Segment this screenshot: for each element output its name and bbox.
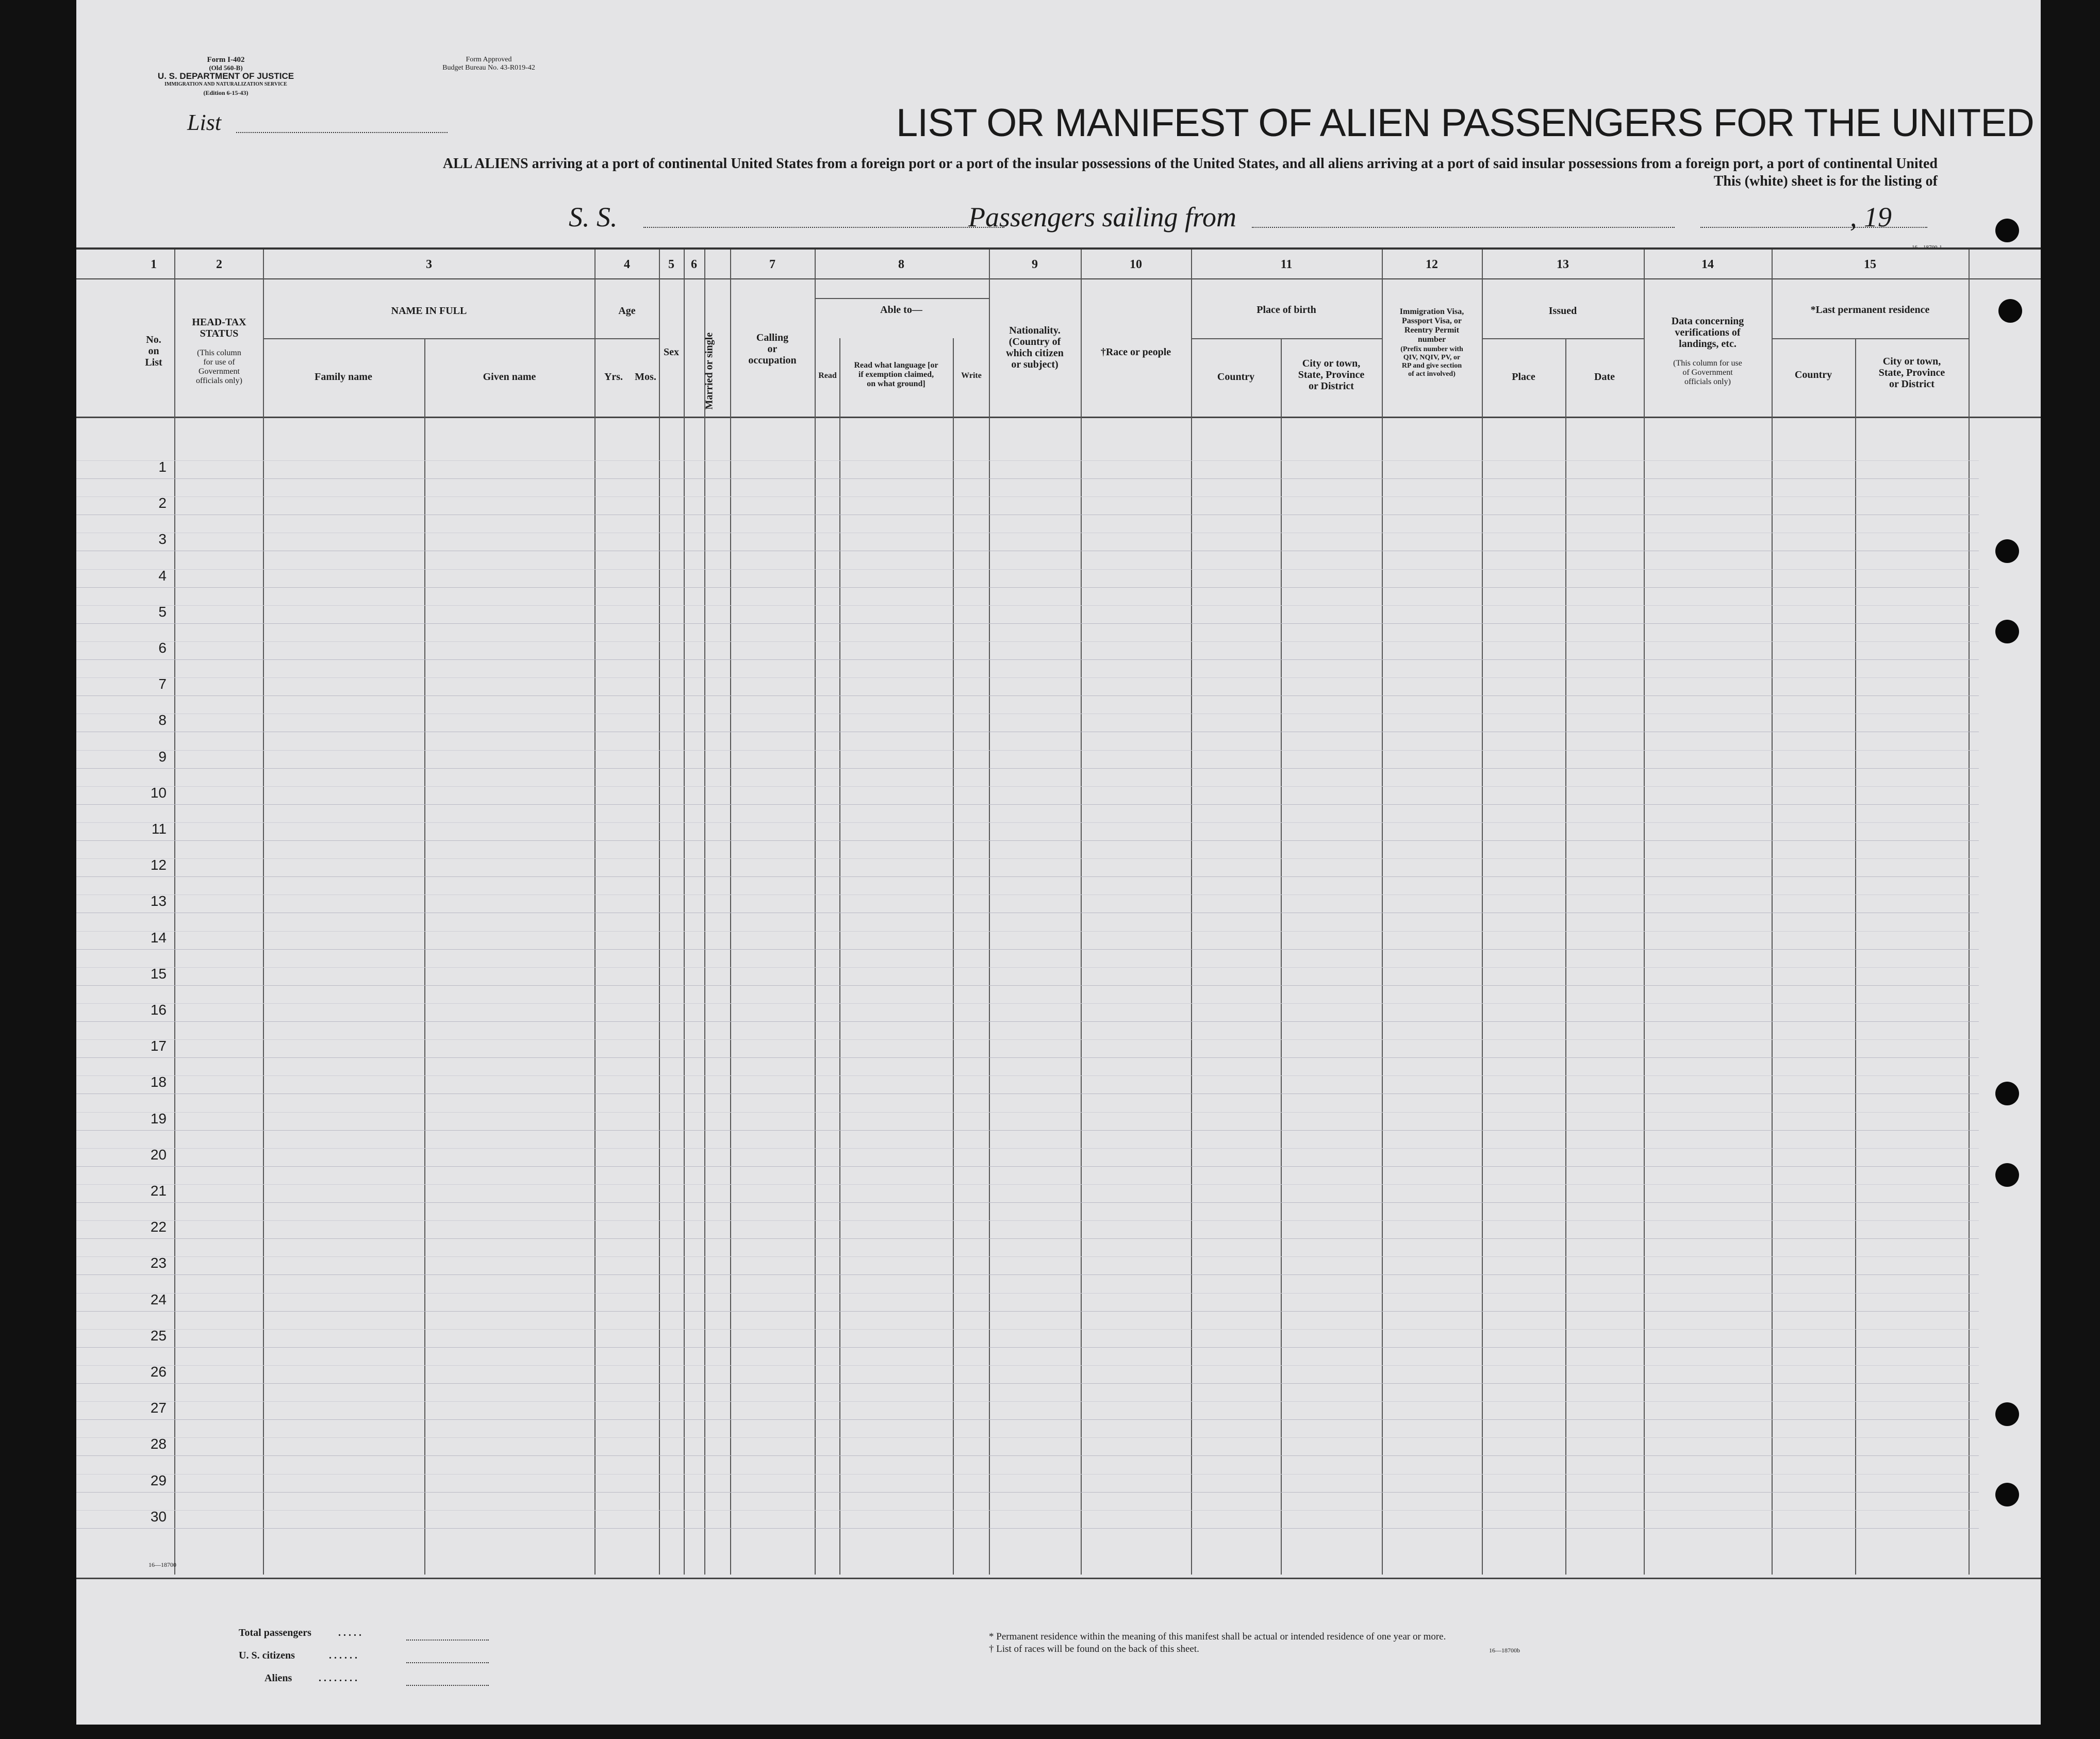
header-read-what: Read what language [or if exemption claimed, on what ground] — [854, 361, 938, 388]
table-row[interactable] — [76, 1130, 1979, 1131]
header-calling: Calling or occupation — [748, 332, 797, 366]
print-code-top: 16—18700-1 — [1912, 244, 1942, 251]
table-row[interactable] — [76, 876, 1979, 877]
col-line-2 — [263, 250, 264, 1575]
header-top-rule — [76, 247, 2041, 250]
row-guide-line — [76, 1148, 1979, 1149]
table-row[interactable] — [76, 985, 1979, 986]
row-number: 8 — [158, 712, 167, 728]
row-number: 12 — [150, 857, 167, 873]
row-number: 1 — [158, 459, 167, 475]
service: IMMIGRATION AND NATURALIZATION SERVICE — [164, 81, 287, 87]
row-guide-line — [76, 1437, 1979, 1438]
row-guide-line — [76, 967, 1979, 968]
colnum-12: 12 — [1426, 258, 1438, 271]
header-issued-place: Place — [1512, 371, 1535, 383]
col-line-20 — [1644, 250, 1645, 1575]
header-race: †Race or people — [1100, 346, 1171, 358]
row-guide-line — [76, 569, 1979, 570]
row-guide-line — [76, 1401, 1979, 1402]
header-residence-city: City or town, State, Province or District — [1878, 356, 1945, 390]
header-married: Married or single — [703, 332, 715, 410]
row-number: 29 — [150, 1472, 167, 1488]
manifest-sheet — [76, 0, 2041, 1725]
name-subrule — [263, 338, 594, 339]
table-row[interactable] — [76, 1419, 1979, 1420]
binder-hole-2 — [1998, 299, 2022, 323]
col-line-7 — [684, 250, 685, 1575]
table-row[interactable] — [76, 1347, 1979, 1348]
table-row[interactable] — [76, 804, 1979, 805]
table-row[interactable] — [76, 1202, 1979, 1203]
table-row[interactable] — [76, 949, 1979, 950]
total-passengers-label: Total passengers — [239, 1627, 311, 1638]
print-code-footer: 16—18700b — [1489, 1647, 1520, 1654]
print-code-bottom: 16—18700 — [148, 1561, 176, 1568]
col-line-4 — [594, 250, 596, 1575]
col-line-3 — [424, 338, 425, 1575]
col-line-12 — [953, 338, 954, 1575]
row-number: 30 — [150, 1508, 167, 1525]
col-line-15 — [1191, 250, 1192, 1575]
header-name-in-full: NAME IN FULL — [391, 305, 467, 317]
header-family-name: Family name — [315, 371, 372, 383]
header-data-note: (This column for use of Government officials only) — [1673, 359, 1742, 386]
row-guide-line — [76, 786, 1979, 787]
able-subrule — [815, 298, 989, 299]
colnum-1: 1 — [151, 258, 157, 271]
row-guide-line — [76, 1039, 1979, 1040]
row-number: 6 — [158, 640, 167, 656]
col-line-21 — [1772, 250, 1773, 1575]
subtitle-line2: This (white) sheet is for the listing of — [1713, 173, 1938, 189]
row-number: 21 — [150, 1183, 167, 1199]
row-number: 4 — [158, 567, 167, 584]
header-head-tax-note: (This column for use of Government officials only) — [196, 349, 242, 385]
row-number: 18 — [150, 1074, 167, 1090]
row-number: 10 — [150, 784, 167, 801]
row-guide-line — [76, 1510, 1979, 1511]
binder-hole-1 — [1995, 219, 2019, 242]
row-number: 26 — [150, 1364, 167, 1380]
list-label: List — [187, 110, 222, 135]
header-head-tax: HEAD-TAX STATUS — [192, 317, 246, 339]
header-visa-note: (Prefix number with QIV, NQIV, PV, or RP and give section of act involved) — [1400, 345, 1463, 378]
us-citizens-dots: . . . . . . — [329, 1650, 357, 1661]
col-line-22 — [1855, 338, 1856, 1575]
row-guide-line — [76, 677, 1979, 678]
table-row[interactable] — [76, 840, 1979, 841]
row-guide-line — [76, 1112, 1979, 1113]
row-number: 9 — [158, 748, 167, 765]
sailing-date-field[interactable] — [1700, 227, 1927, 228]
colnum-10: 10 — [1130, 258, 1142, 271]
table-row[interactable] — [76, 1238, 1979, 1239]
colnum-2: 2 — [216, 258, 222, 271]
header-residence-country: Country — [1794, 369, 1832, 380]
aliens-dots: . . . . . . . . — [319, 1672, 357, 1684]
row-number: 22 — [150, 1219, 167, 1235]
aliens-label: Aliens — [264, 1672, 292, 1684]
row-guide-line — [76, 1365, 1979, 1366]
colnum-3: 3 — [426, 258, 432, 271]
row-number: 2 — [158, 495, 167, 511]
table-row[interactable] — [76, 695, 1979, 696]
table-row[interactable] — [76, 1383, 1979, 1384]
row-number: 13 — [150, 893, 167, 909]
header-given-name: Given name — [483, 371, 536, 383]
row-guide-line — [76, 1003, 1979, 1004]
header-nationality: Nationality. (Country of which citizen or subject) — [1006, 325, 1064, 370]
department: U. S. DEPARTMENT OF JUSTICE — [157, 71, 294, 81]
row-number: 11 — [151, 821, 167, 837]
us-citizens-field[interactable] — [406, 1662, 489, 1663]
colnum-15: 15 — [1864, 258, 1876, 271]
row-guide-line — [76, 750, 1979, 751]
row-guide-line — [76, 1474, 1979, 1475]
binder-hole-5 — [1995, 1082, 2019, 1105]
residence-subrule — [1772, 338, 1969, 339]
header-able-to: Able to— — [880, 304, 922, 316]
ship-name-field[interactable] — [643, 227, 1004, 228]
table-row[interactable] — [76, 1311, 1979, 1312]
form-id-block — [143, 56, 308, 97]
header-age: Age — [618, 305, 636, 317]
row-number: 24 — [150, 1291, 167, 1307]
row-guide-line — [76, 641, 1979, 642]
colnum-8: 8 — [898, 258, 904, 271]
row-guide-line — [76, 858, 1979, 859]
form-approved: Form Approved — [466, 56, 512, 63]
col-line-14 — [1081, 250, 1082, 1575]
note-permanent-residence: * Permanent residence within the meaning of this manifest shall be actual or intended residence of one year or more. — [989, 1631, 1446, 1642]
row-number: 27 — [150, 1400, 167, 1416]
colnum-7: 7 — [769, 258, 775, 271]
header-bottom-rule — [76, 417, 2041, 418]
binder-hole-6 — [1995, 1163, 2019, 1187]
birth-subrule — [1191, 338, 1382, 339]
col-line-1 — [174, 250, 175, 1575]
list-line[interactable] — [236, 132, 448, 133]
table-row[interactable] — [76, 623, 1979, 624]
colnum-14: 14 — [1701, 258, 1714, 271]
col-line-16 — [1281, 338, 1282, 1575]
header-place-of-birth: Place of birth — [1256, 304, 1316, 316]
binder-hole-3 — [1995, 539, 2019, 563]
issued-subrule — [1482, 338, 1644, 339]
sailing-port-field[interactable] — [1252, 227, 1675, 228]
row-number: 23 — [150, 1255, 167, 1271]
row-guide-line — [76, 1256, 1979, 1257]
row-guide-line — [76, 931, 1979, 932]
row-guide-line — [76, 1184, 1979, 1185]
form-old-number: (Old 560-B) — [209, 64, 243, 72]
row-number: 17 — [150, 1038, 167, 1054]
row-number: 25 — [150, 1327, 167, 1344]
table-row[interactable] — [76, 1492, 1979, 1493]
row-guide-line — [76, 496, 1979, 497]
row-number: 19 — [150, 1110, 167, 1127]
table-row[interactable] — [76, 1274, 1979, 1275]
table-row[interactable] — [76, 659, 1979, 660]
colnum-4: 4 — [624, 258, 630, 271]
col-line-9 — [730, 250, 731, 1575]
table-row[interactable] — [76, 768, 1979, 769]
col-line-13 — [989, 250, 990, 1575]
row-guide-line — [76, 460, 1979, 461]
table-row[interactable] — [76, 1166, 1979, 1167]
row-guide-line — [76, 1329, 1979, 1330]
form-title: LIST OR MANIFEST OF ALIEN PASSENGERS FOR THE UNITED — [896, 101, 2034, 145]
edition: (Edition 6-15-43) — [203, 89, 249, 96]
header-issued: Issued — [1548, 305, 1577, 317]
col-line-6 — [659, 250, 660, 338]
table-row[interactable] — [76, 478, 1979, 479]
header-mos: Mos. — [635, 371, 656, 383]
header-issued-date: Date — [1594, 371, 1615, 383]
us-citizens-label: U. S. citizens — [239, 1650, 295, 1661]
col-line-10 — [815, 250, 816, 1575]
header-yrs: Yrs. — [604, 371, 623, 383]
row-guide-line — [76, 1075, 1979, 1076]
row-number: 14 — [150, 929, 167, 946]
binder-hole-8 — [1995, 1483, 2019, 1506]
sailing-label: Passengers sailing from — [968, 202, 1237, 233]
row-number: 15 — [150, 965, 167, 982]
total-passengers-dots: . . . . . — [338, 1627, 361, 1638]
row-number: 20 — [150, 1146, 167, 1163]
col-line-8 — [704, 250, 705, 1575]
colnum-9: 9 — [1032, 258, 1038, 271]
row-number: 5 — [158, 603, 167, 620]
col-line-23 — [1969, 250, 1970, 1575]
header-birth-city: City or town, State, Province or District — [1298, 358, 1365, 392]
header-sex: Sex — [664, 346, 679, 358]
table-row[interactable] — [76, 1057, 1979, 1058]
colnum-5: 5 — [668, 258, 674, 271]
row-number: 28 — [150, 1436, 167, 1452]
approval-block — [406, 56, 571, 72]
form-number: Form I-402 — [207, 56, 245, 64]
header-read: Read — [818, 371, 837, 380]
row-number: 16 — [150, 1002, 167, 1018]
binder-hole-7 — [1995, 1402, 2019, 1426]
header-write: Write — [961, 371, 982, 380]
header-last-residence: *Last permanent residence — [1810, 304, 1930, 316]
row-number: 3 — [158, 531, 167, 548]
col-line-5 — [659, 338, 660, 1575]
year-prefix: , 19 — [1850, 202, 1892, 233]
colnum-11: 11 — [1280, 258, 1293, 271]
col-line-19 — [1565, 338, 1566, 1575]
col-line-18 — [1482, 250, 1483, 1575]
table-row[interactable] — [76, 1528, 1979, 1529]
subtitle-line1: ALL ALIENS arriving at a port of continental United States from a foreign port or a port of the insular possessions of the United States, and all aliens arriving at a port of said insular possessions from a foreign port, a port of continental United — [442, 156, 1938, 172]
header-no-on-list: No. on List — [145, 334, 162, 368]
binder-hole-4 — [1995, 620, 2019, 643]
colnum-13: 13 — [1557, 258, 1569, 271]
ship-label: S. S. — [569, 202, 618, 233]
aliens-field[interactable] — [406, 1685, 489, 1686]
header-visa: Immigration Visa, Passport Visa, or Reentry Permit number — [1399, 307, 1464, 344]
row-guide-line — [76, 822, 1979, 823]
col-line-11 — [839, 338, 840, 1575]
budget-bureau: Budget Bureau No. 43-R019-42 — [442, 64, 535, 72]
row-guide-line — [76, 605, 1979, 606]
colnum-6: 6 — [691, 258, 697, 271]
col-line-17 — [1382, 250, 1383, 1575]
table-row[interactable] — [76, 1021, 1979, 1022]
row-number: 7 — [158, 676, 167, 692]
note-races: † List of races will be found on the back of this sheet. — [989, 1644, 1199, 1654]
row-guide-line — [76, 1293, 1979, 1294]
age-subrule — [594, 338, 659, 339]
header-num-rule — [76, 278, 2041, 279]
table-row[interactable] — [76, 1455, 1979, 1456]
header-data-concerning: Data concerning verifications of landings, etc. — [1671, 316, 1744, 350]
table-bottom-rule — [76, 1578, 2041, 1579]
row-guide-line — [76, 1220, 1979, 1221]
table-row[interactable] — [76, 587, 1979, 588]
total-passengers-field[interactable] — [406, 1639, 489, 1641]
header-birth-country: Country — [1217, 371, 1255, 383]
